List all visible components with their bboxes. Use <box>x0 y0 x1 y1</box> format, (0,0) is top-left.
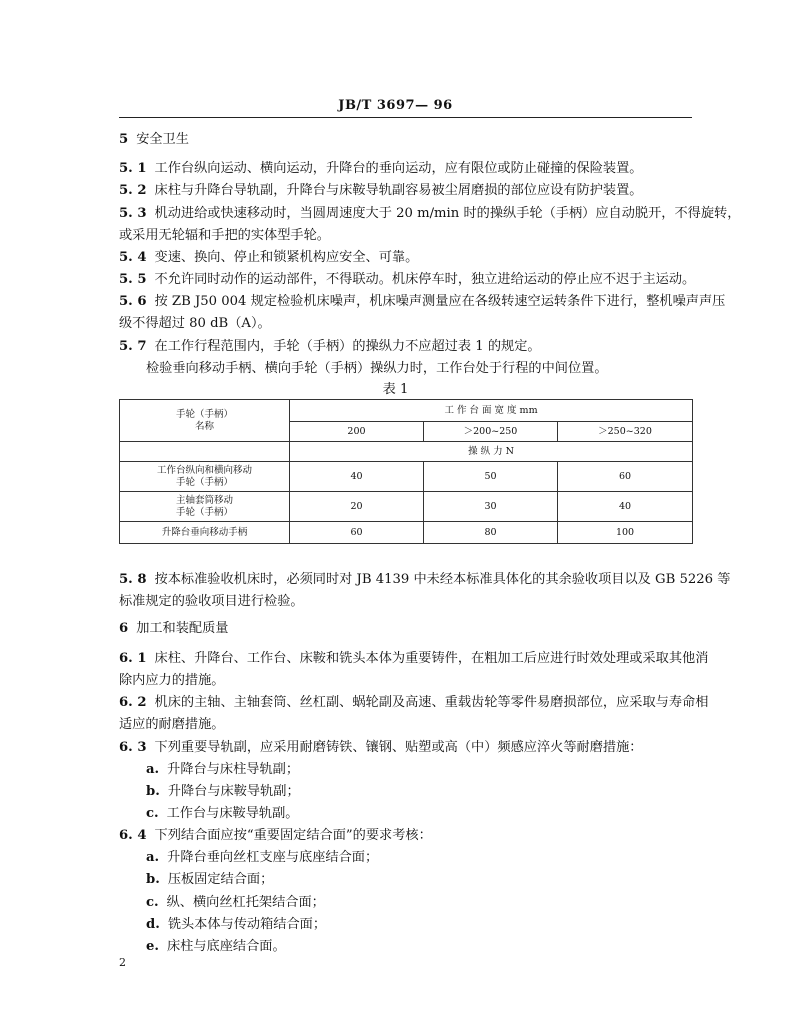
clause-text: 工作台与床鞍导轨副。 <box>166 806 299 821</box>
clause-line <box>119 620 692 638</box>
clause-text: 适应的耐磨措施。 <box>119 717 225 732</box>
clause-line <box>119 650 709 668</box>
clause-number: 5. 7 <box>119 339 147 354</box>
table-row <box>120 492 693 522</box>
clause-number: a. <box>146 762 160 777</box>
clause-text: 检验垂向移动手柄、横向手轮（手柄）操纵力时，工作台处于行程的中间位置。 <box>146 361 608 376</box>
table-cell: 40 <box>558 492 693 522</box>
clause-line <box>146 938 719 956</box>
clause-text: 在工作行程范围内，手轮（手柄）的操纵力不应超过表 1 的规定。 <box>154 339 541 354</box>
clause-number: a. <box>146 850 160 865</box>
clause-line <box>146 871 719 889</box>
clause-number: 6 <box>119 621 129 636</box>
clause-line <box>119 205 741 223</box>
clause-line <box>119 131 692 149</box>
text-line <box>119 315 692 333</box>
table-width-header: 工 作 台 面 宽 度 mm <box>290 400 693 422</box>
clause-line <box>146 783 719 801</box>
clause-line <box>146 761 719 779</box>
clause-text: 压板固定结合面； <box>167 872 274 887</box>
clause-text: 床柱与升降台导轨副，升降台与床鞍导轨副容易被尘屑磨损的部位应设有防护装置。 <box>154 183 643 198</box>
clause-text: 机动进给或快速移动时，当圆周速度大于 20 m/min 时的操纵手轮（手柄）应自动脱开，不得旋转， <box>154 206 741 221</box>
clause-number: 5. 2 <box>119 183 147 198</box>
text-line <box>119 716 692 734</box>
table-width-col: ＞250~320 <box>558 422 693 442</box>
clause-number: c. <box>146 895 159 910</box>
table-row-name: 工作台纵向和横向移动 手轮（手柄） <box>120 462 290 492</box>
clause-text: 升降台与床鞍导轨副； <box>167 784 300 799</box>
clause-text: 按本标准验收机床时，必须同时对 JB 4139 中未经本标准具体化的其余验收项目以及 GB 5226 等 <box>154 572 731 587</box>
page-number: 2 <box>119 956 126 969</box>
clause-text: 变速、换向、停止和锁紧机构应安全、可靠。 <box>154 250 419 265</box>
clause-number: 5. 5 <box>119 272 147 287</box>
clause-text: 或采用无轮辐和手把的实体型手轮。 <box>119 228 330 243</box>
clause-number: 6. 3 <box>119 740 147 755</box>
clause-line <box>119 249 692 267</box>
clause-text: 升降台垂向丝杠支座与底座结合面； <box>167 850 379 865</box>
clause-text: 不允许同时动作的运动部件，不得联动。机床停车时，独立进给运动的停止应不迟于主运动。 <box>154 272 696 287</box>
table-row-name: 主轴套筒移动 手轮（手柄） <box>120 492 290 522</box>
clause-number: 6. 4 <box>119 828 147 843</box>
clause-line <box>119 571 731 589</box>
table-name-header: 手轮（手柄） 名称 <box>120 400 290 442</box>
clause-number: b. <box>146 784 160 799</box>
clause-line <box>146 849 719 867</box>
clause-number: 5 <box>119 132 129 147</box>
table-1 <box>119 399 693 544</box>
clause-line <box>146 805 719 823</box>
clause-text: 下列重要导轨副，应采用耐磨铸铁、镶钢、贴塑或高（中）频感应淬火等耐磨措施： <box>154 740 643 755</box>
clause-text: 除内应力的措施。 <box>119 673 225 688</box>
clause-number: 5. 4 <box>119 250 147 265</box>
text-line <box>119 593 692 611</box>
clause-line <box>119 293 726 311</box>
clause-text: 纵、横向丝杠托架结合面； <box>166 895 325 910</box>
table-row-name: 升降台垂向移动手柄 <box>120 522 290 544</box>
clause-number: c. <box>146 806 159 821</box>
clause-text: 加工和装配质量 <box>136 621 229 636</box>
clause-line <box>146 916 719 934</box>
clause-number: 5. 1 <box>119 161 147 176</box>
clause-line <box>119 182 692 200</box>
table-cell: 30 <box>424 492 558 522</box>
text-line <box>146 360 719 378</box>
clause-line <box>119 739 692 757</box>
clause-number: 6. 1 <box>119 651 147 666</box>
table-cell: 20 <box>290 492 424 522</box>
clause-number: 5. 3 <box>119 206 147 221</box>
clause-text: 标准规定的验收项目进行检验。 <box>119 594 304 609</box>
table-cell: 80 <box>424 522 558 544</box>
table-width-col: ＞200~250 <box>424 422 558 442</box>
table-cell: 60 <box>290 522 424 544</box>
clause-number: d. <box>146 917 160 932</box>
clause-line <box>119 271 696 289</box>
header-code: JB/T 3697— 96 <box>338 98 453 113</box>
clause-text: 床柱与底座结合面。 <box>166 939 286 954</box>
clause-line <box>119 827 692 845</box>
clause-number: 5. 8 <box>119 572 147 587</box>
clause-text: 安全卫生 <box>136 132 189 147</box>
clause-line <box>119 338 692 356</box>
table-empty-cell <box>120 442 290 462</box>
clause-text: 升降台与床柱导轨副； <box>167 762 300 777</box>
table-row <box>120 522 693 544</box>
text-line <box>0 381 791 399</box>
clause-text: 表 1 <box>382 382 409 397</box>
header-rule <box>119 117 692 118</box>
table-cell: 60 <box>558 462 693 492</box>
clause-text: 按 ZB J50 004 规定检验机床噪声，机床噪声测量应在各级转速空运转条件下进行，整机噪声声压 <box>154 294 726 309</box>
table-width-col: 200 <box>290 422 424 442</box>
text-line <box>119 227 692 245</box>
text-line <box>119 672 692 690</box>
clause-number: 6. 2 <box>119 695 147 710</box>
clause-line <box>146 894 719 912</box>
table-cell: 50 <box>424 462 558 492</box>
clause-number: e. <box>146 939 159 954</box>
clause-text: 工作台纵向运动、横向运动，升降台的垂向运动，应有限位或防止碰撞的保险装置。 <box>154 161 643 176</box>
clause-text: 铣头本体与传动箱结合面； <box>167 917 327 932</box>
clause-number: 5. 6 <box>119 294 147 309</box>
clause-text: 床柱、升降台、工作台、床鞍和铣头本体为重要铸件，在粗加工后应进行时效处理或采取其他消 <box>154 651 709 666</box>
clause-text: 下列结合面应按“重要固定结合面”的要求考核： <box>154 828 432 843</box>
table-cell: 40 <box>290 462 424 492</box>
clause-line <box>119 694 709 712</box>
clause-text: 级不得超过 80 dB（A）。 <box>119 316 271 331</box>
table-row <box>120 462 693 492</box>
table-force-header: 操 纵 力 N <box>290 442 693 462</box>
clause-text: 机床的主轴、主轴套筒、丝杠副、蜗轮副及高速、重载齿轮等零件易磨损部位，应采取与寿命相 <box>154 695 709 710</box>
clause-line <box>119 160 692 178</box>
table-cell: 100 <box>558 522 693 544</box>
clause-number: b. <box>146 872 160 887</box>
